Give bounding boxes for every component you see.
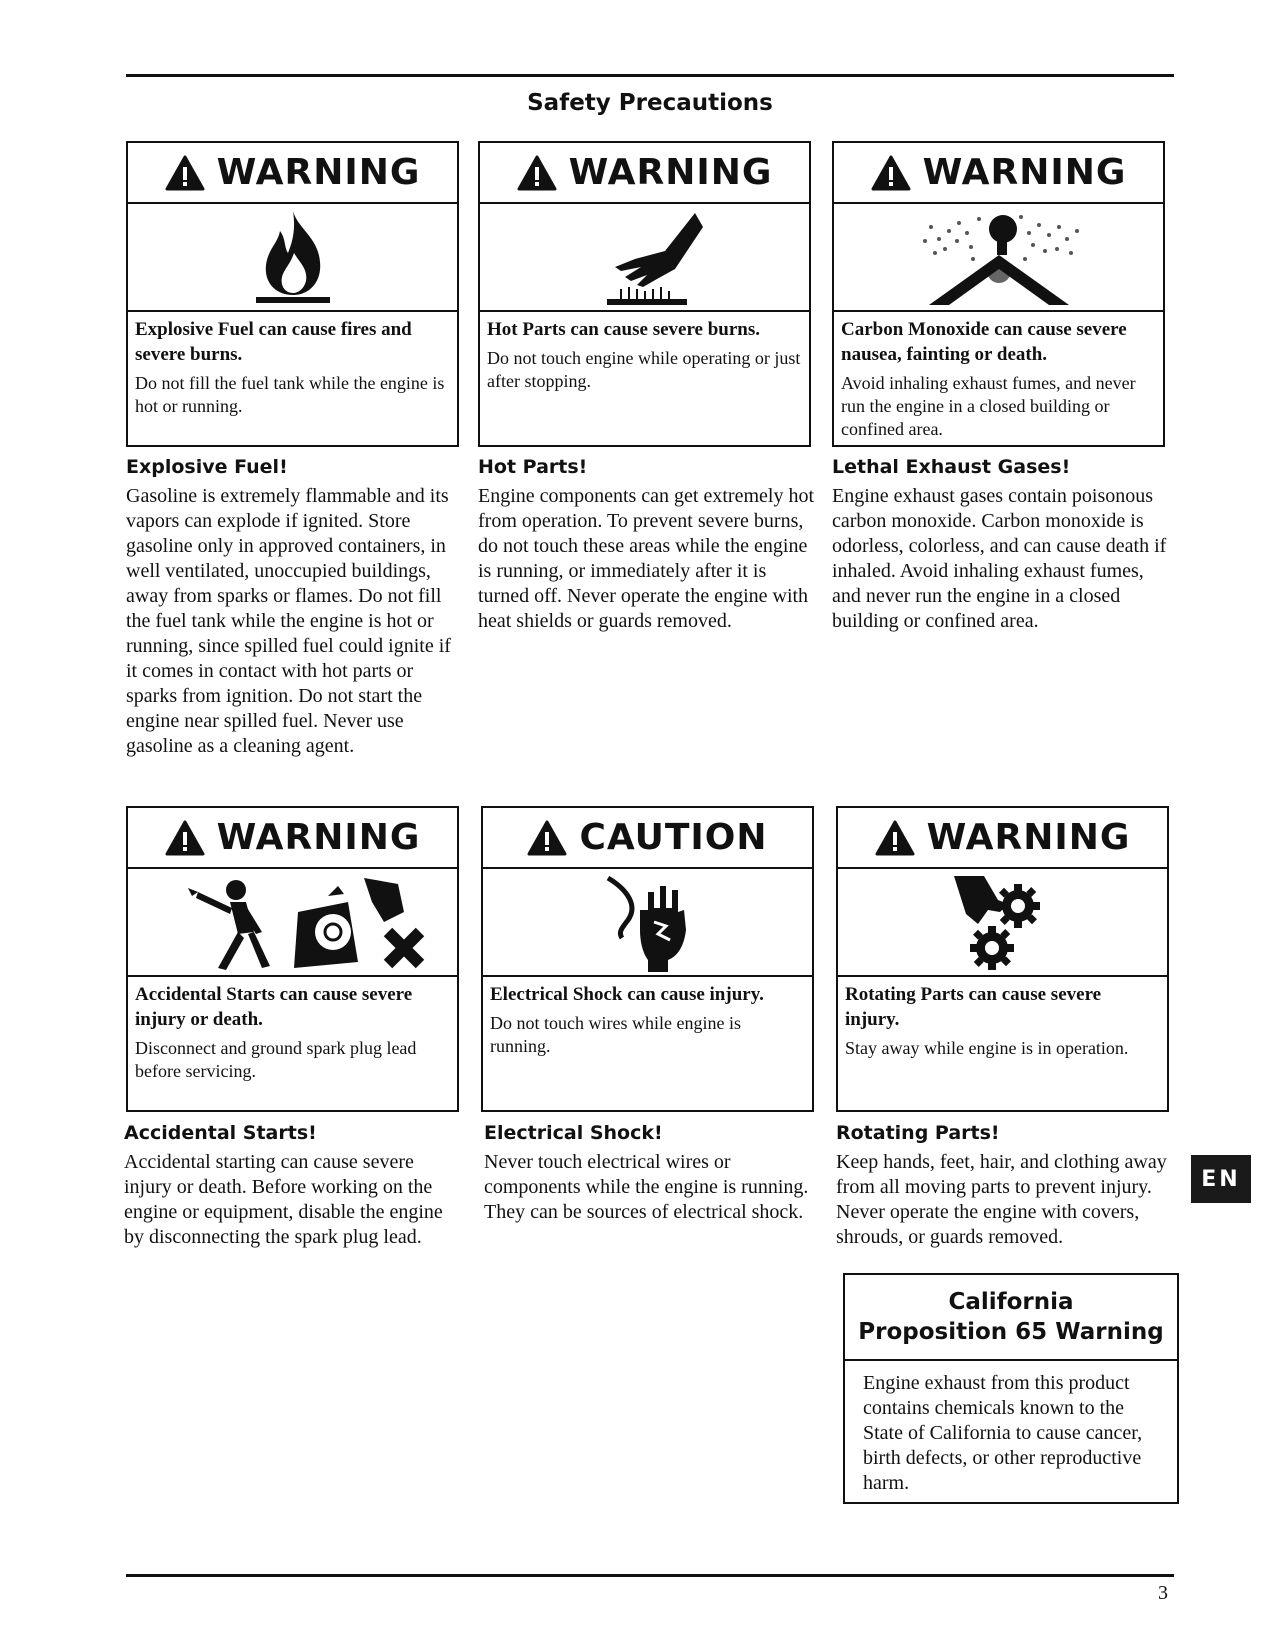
- warning-triangle-icon: [517, 155, 557, 191]
- avoidance-message: Disconnect and ground spark plug lead before servicing.: [135, 1038, 417, 1081]
- warning-triangle-icon: [871, 155, 911, 191]
- warning-triangle-icon: [165, 820, 205, 856]
- avoidance-message: Stay away while engine is in operation.: [845, 1038, 1129, 1058]
- signal-word: WARNING: [568, 152, 773, 193]
- prop65-title-line1: California: [948, 1289, 1074, 1315]
- section-body: Keep hands, feet, hair, and clothing away from all moving parts to prevent injury. Never operate the engine with covers, shrouds, or guards removed.: [836, 1151, 1167, 1248]
- avoidance-message: Do not touch engine while operating or just after stopping.: [487, 348, 801, 391]
- hazard-statement: Electrical Shock can cause injury.: [490, 984, 764, 1005]
- warning-triangle-icon: [875, 820, 915, 856]
- signal-header: [480, 143, 809, 204]
- signal-header: [834, 143, 1163, 204]
- footer-rule: [126, 1574, 1174, 1577]
- prop65-title: [845, 1275, 1177, 1361]
- page-number: 3: [1158, 1582, 1168, 1604]
- signal-word: WARNING: [922, 152, 1127, 193]
- rotating-gears-hand-icon: [948, 870, 1058, 974]
- hazard-statement: Rotating Parts can cause severe injury.: [845, 984, 1102, 1030]
- warning-triangle-icon: [527, 820, 567, 856]
- signal-word: CAUTION: [579, 817, 768, 858]
- section-title: Explosive Fuel!: [126, 456, 288, 478]
- section-body: Never touch electrical wires or components while the engine is running. They can be sources of electrical shock.: [484, 1151, 809, 1223]
- signal-word: WARNING: [926, 817, 1131, 858]
- section-explosive-fuel: [126, 456, 466, 759]
- signal-header: [128, 143, 457, 204]
- signal-word: WARNING: [216, 152, 421, 193]
- hazard-statement: Accidental Starts can cause severe injury or death.: [135, 984, 413, 1030]
- avoidance-message: Avoid inhaling exhaust fumes, and never run the engine in a closed building or confined area.: [841, 373, 1136, 439]
- disconnect-spark-plug-icon: [158, 872, 428, 972]
- section-title: Accidental Starts!: [124, 1122, 317, 1144]
- signal-word: WARNING: [216, 817, 421, 858]
- section-electrical-shock: [484, 1122, 824, 1225]
- prop65-warning-box: [843, 1273, 1179, 1504]
- section-hot-parts: [478, 456, 818, 634]
- hazard-statement: Carbon Monoxide can cause severe nausea, fainting or death.: [841, 319, 1127, 365]
- language-tab: EN: [1191, 1155, 1251, 1203]
- section-title: Rotating Parts!: [836, 1122, 1000, 1144]
- prop65-title-line2: Proposition 65 Warning: [858, 1319, 1164, 1345]
- signal-header: [128, 808, 457, 869]
- hot-surface-hand-icon: [585, 207, 705, 307]
- signal-header: [838, 808, 1167, 869]
- warning-box-carbon-monoxide: [832, 141, 1165, 447]
- page-title: Safety Precautions: [527, 90, 773, 116]
- signal-header: [483, 808, 812, 869]
- section-title: Electrical Shock!: [484, 1122, 663, 1144]
- warning-triangle-icon: [165, 155, 205, 191]
- warning-box-explosive-fuel: [126, 141, 459, 447]
- warning-box-accidental-starts: [126, 806, 459, 1112]
- section-accidental-starts: [124, 1122, 464, 1250]
- electrical-shock-hand-icon: [588, 870, 708, 974]
- section-body: Gasoline is extremely flammable and its vapors can explode if ignited. Store gasoline only in approved containers, in well ventilated, unoccupied buildings, away from sparks or flames. Do not fill the fuel tank while the engine is hot or running, since spilled fuel could ignite if it comes in contact with hot parts or sparks from ignition. Do not start the engine near spilled fuel. Never use gasoline as a cleaning agent.: [126, 485, 451, 757]
- avoidance-message: Do not touch wires while engine is running.: [490, 1013, 741, 1056]
- header-rule: [126, 74, 1174, 77]
- section-body: Engine exhaust gases contain poisonous carbon monoxide. Carbon monoxide is odorless, colorless, and can cause death if inhaled. Avoid inhaling exhaust fumes, and never run the engine in a closed building or confined area.: [832, 485, 1167, 632]
- caution-box-electrical-shock: [481, 806, 814, 1112]
- fire-icon: [248, 207, 338, 307]
- hazard-statement: Hot Parts can cause severe burns.: [487, 319, 761, 340]
- prop65-body: Engine exhaust from this product contains chemicals known to the State of California to cause cancer, birth defects, or other reproductive harm.: [863, 1372, 1143, 1494]
- section-lethal-exhaust: [832, 456, 1172, 634]
- warning-box-rotating-parts: [836, 806, 1169, 1112]
- warning-box-hot-parts: [478, 141, 811, 447]
- hazard-statement: Explosive Fuel can cause fires and severe burns.: [135, 319, 412, 365]
- section-body: Accidental starting can cause severe injury or death. Before working on the engine or equipment, disable the engine by disconnecting the spark plug lead.: [124, 1151, 443, 1248]
- section-body: Engine components can get extremely hot from operation. To prevent severe burns, do not touch these areas while the engine is running, or immediately after it is turned off. Never operate the engine with heat shields or guards removed.: [478, 485, 815, 632]
- section-title: Hot Parts!: [478, 456, 588, 478]
- section-title: Lethal Exhaust Gases!: [832, 456, 1071, 478]
- toxic-fumes-icon: [909, 205, 1089, 309]
- avoidance-message: Do not fill the fuel tank while the engine is hot or running.: [135, 373, 445, 416]
- section-rotating-parts: [836, 1122, 1176, 1250]
